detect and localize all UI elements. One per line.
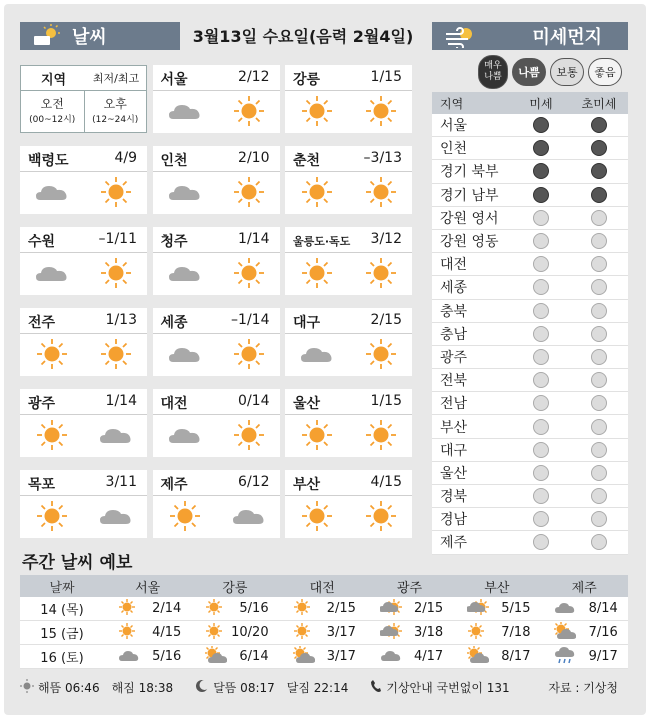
- city-card: [285, 146, 412, 214]
- pm10-level-dot: [533, 210, 549, 226]
- sun-icon: [363, 338, 399, 370]
- weekly-row: [20, 645, 628, 669]
- dust-row: [432, 207, 628, 230]
- cloud-icon: [167, 257, 203, 289]
- sunrise-icon: [20, 679, 34, 696]
- legend-am: 오전: [40, 97, 64, 111]
- pm10-level-dot: [533, 256, 549, 272]
- sun-cloud-icon: [554, 622, 576, 644]
- sun-icon: [205, 598, 227, 620]
- cloud-icon: [380, 646, 402, 668]
- weekly-city-header: 부산: [484, 580, 510, 596]
- legend-good: 좋음: [588, 58, 622, 86]
- weekly-row: [20, 597, 628, 621]
- sun-icon: [363, 500, 399, 532]
- weekly-temp: 5/16: [152, 649, 182, 664]
- city-temp: –3/13: [363, 150, 402, 166]
- city-card: [285, 389, 412, 457]
- city-name: 울산: [293, 396, 321, 412]
- pm25-level-dot: [591, 303, 607, 319]
- pm25-level-dot: [591, 419, 607, 435]
- city-name: 제주: [160, 477, 188, 493]
- cloud-icon: [554, 598, 576, 620]
- weekly-city-header: 서울: [135, 580, 161, 596]
- pm25-level-dot: [591, 210, 607, 226]
- dust-region: 충북: [440, 303, 468, 320]
- weekly-temp: 3/17: [326, 625, 356, 640]
- pm10-level-dot: [533, 372, 549, 388]
- dust-head-pm10: 미세: [529, 96, 553, 111]
- dust-row: [432, 346, 628, 369]
- sun-icon: [98, 176, 134, 208]
- sun-icon: [118, 598, 140, 620]
- legend-bad: 나쁨: [512, 58, 546, 86]
- weekly-temp: 2/15: [326, 601, 356, 616]
- pm25-level-dot: [591, 117, 607, 133]
- dust-legend: [478, 58, 622, 89]
- dust-region: 전남: [440, 396, 468, 413]
- dust-region: 충남: [440, 326, 468, 343]
- legend-region: 지역: [40, 72, 67, 88]
- pm25-level-dot: [591, 395, 607, 411]
- dust-region: 강원 영서: [440, 210, 499, 227]
- sun-icon: [299, 257, 335, 289]
- dust-region: 경북: [440, 489, 468, 506]
- dust-row: [432, 462, 628, 485]
- sun-icon: [34, 338, 70, 370]
- weather-legend: [20, 65, 147, 133]
- city-card: [285, 227, 412, 295]
- city-temp: 2/12: [238, 69, 270, 85]
- city-temp: 3/12: [370, 231, 402, 247]
- sunset-time: 해짐 18:38: [111, 680, 174, 695]
- pm10-level-dot: [533, 163, 549, 179]
- sun-icon: [299, 176, 335, 208]
- sun-icon: [293, 622, 315, 644]
- phone-info: 기상안내 국번없이 131: [386, 680, 510, 695]
- city-card: [285, 308, 412, 376]
- city-temp: 1/15: [370, 393, 402, 409]
- city-name: 서울: [160, 72, 188, 88]
- dust-row: [432, 392, 628, 415]
- dust-row: [432, 114, 628, 137]
- weekly-temp: 4/15: [152, 625, 182, 640]
- pm25-level-dot: [591, 372, 607, 388]
- dust-row: [432, 230, 628, 253]
- dust-row: [432, 160, 628, 183]
- weekly-temp: 5/16: [239, 601, 269, 616]
- dust-row: [432, 276, 628, 299]
- dust-head-region: 지역: [440, 96, 464, 111]
- date-line: 3월13일 수요일(음력 2월4일): [192, 27, 414, 46]
- cloud-icon: [167, 95, 203, 127]
- dust-region: 울산: [440, 465, 468, 482]
- city-temp: 3/11: [105, 474, 137, 490]
- pm10-level-dot: [533, 442, 549, 458]
- wind-haze-icon: [444, 24, 478, 53]
- pm25-level-dot: [591, 233, 607, 249]
- dust-row: [432, 184, 628, 207]
- dust-region: 광주: [440, 349, 468, 366]
- weekly-temp: 9/17: [588, 649, 618, 664]
- pm25-level-dot: [591, 488, 607, 504]
- dust-region: 제주: [440, 535, 468, 552]
- rain-icon: [554, 646, 576, 668]
- city-temp: 4/9: [114, 150, 137, 166]
- city-card: [153, 146, 280, 214]
- dust-row: [432, 253, 628, 276]
- weekly-city-header: 광주: [396, 580, 423, 596]
- pm10-level-dot: [533, 140, 549, 156]
- city-name: 수원: [28, 234, 56, 250]
- dust-title: 미세먼지: [532, 27, 602, 48]
- dust-region: 세종: [440, 280, 468, 297]
- sun-icon: [363, 95, 399, 127]
- dust-row: [432, 369, 628, 392]
- weekly-temp: 3/18: [413, 625, 444, 640]
- dust-row: [432, 323, 628, 346]
- pm25-level-dot: [591, 511, 607, 527]
- weekly-row: [20, 621, 628, 645]
- pm10-level-dot: [533, 488, 549, 504]
- pm25-level-dot: [591, 163, 607, 179]
- pm10-level-dot: [533, 419, 549, 435]
- cloud-sun-icon: [380, 598, 402, 620]
- city-name: 강릉: [293, 72, 321, 88]
- cloud-icon: [118, 646, 140, 668]
- dust-row: [432, 137, 628, 160]
- weekly-header: [20, 575, 628, 597]
- pm25-level-dot: [591, 442, 607, 458]
- city-temp: –1/11: [98, 231, 137, 247]
- city-card: [285, 65, 412, 133]
- city-card: [153, 65, 280, 133]
- cloud-icon: [299, 338, 335, 370]
- city-card: [20, 470, 147, 538]
- pm10-level-dot: [533, 117, 549, 133]
- city-name: 세종: [160, 315, 188, 331]
- sun-icon: [293, 598, 315, 620]
- dust-region: 전북: [440, 373, 468, 390]
- city-name: 대구: [293, 315, 321, 331]
- dust-row: [432, 508, 628, 531]
- cloud-icon: [167, 176, 203, 208]
- weekly-temp: 8/17: [501, 649, 531, 664]
- weekly-temp: 7/16: [588, 625, 618, 640]
- sun-icon: [363, 176, 399, 208]
- city-name: 춘천: [293, 153, 321, 169]
- city-name: 인천: [160, 153, 188, 169]
- dust-region: 서울: [440, 118, 468, 135]
- city-temp: 2/10: [238, 150, 270, 166]
- pm10-level-dot: [533, 233, 549, 249]
- sun-icon: [167, 500, 203, 532]
- footer: [20, 676, 630, 698]
- sun-icon: [467, 622, 489, 644]
- weekly-date: 14 (목): [40, 603, 84, 618]
- sun-icon: [98, 338, 134, 370]
- dust-region: 경남: [440, 512, 468, 529]
- cloud-sun-icon: [467, 598, 489, 620]
- weekly-city-header: 대전: [309, 580, 335, 596]
- weather-title-bar: [20, 22, 180, 50]
- sun-icon: [231, 176, 267, 208]
- sun-cloud-icon: [32, 24, 62, 53]
- legend-normal: 보통: [550, 58, 584, 86]
- legend-pm-range: (12~24시): [92, 115, 139, 125]
- sun-icon: [299, 500, 335, 532]
- moonset-time: 달짐 22:14: [286, 680, 349, 695]
- cloud-icon: [167, 338, 203, 370]
- legend-very-bad: 매우 나쁨: [478, 55, 508, 89]
- city-card: [153, 227, 280, 295]
- sun-icon: [118, 622, 140, 644]
- moon-icon: [195, 679, 209, 696]
- city-temp: 1/15: [370, 69, 402, 85]
- dust-region: 경기 북부: [440, 164, 499, 181]
- pm25-level-dot: [591, 140, 607, 156]
- city-card: [285, 470, 412, 538]
- sun-icon: [98, 257, 134, 289]
- pm25-level-dot: [591, 256, 607, 272]
- city-name: 목포: [28, 477, 56, 493]
- dust-region: 부산: [440, 419, 468, 436]
- sun-icon: [299, 95, 335, 127]
- data-source: 자료 : 기상청: [548, 680, 618, 695]
- legend-minmax: 최저/최고: [92, 72, 140, 85]
- pm25-level-dot: [591, 349, 607, 365]
- sun-cloud-icon: [467, 646, 489, 668]
- city-card: [153, 389, 280, 457]
- cloud-icon: [167, 419, 203, 451]
- moonrise-time: 달뜸 08:17: [213, 680, 275, 695]
- dust-table: [432, 92, 628, 555]
- pm10-level-dot: [533, 303, 549, 319]
- sun-icon: [231, 95, 267, 127]
- weekly-temp: 5/15: [501, 601, 531, 616]
- dust-region: 강원 영동: [440, 234, 499, 251]
- pm10-level-dot: [533, 534, 549, 550]
- sun-icon: [231, 257, 267, 289]
- weekly-temp: 6/14: [239, 649, 269, 664]
- city-card: [153, 308, 280, 376]
- pm25-level-dot: [591, 187, 607, 203]
- sun-icon: [231, 338, 267, 370]
- sun-icon: [231, 419, 267, 451]
- cloud-icon: [231, 500, 267, 532]
- weather-title: 날씨: [72, 27, 107, 48]
- pm10-level-dot: [533, 279, 549, 295]
- phone-icon: [370, 679, 382, 696]
- dust-table-header: [432, 92, 628, 114]
- sun-icon: [34, 500, 70, 532]
- city-temp: –1/14: [231, 312, 270, 328]
- city-temp: 0/14: [238, 393, 270, 409]
- city-card: [153, 470, 280, 538]
- cloud-sun-icon: [380, 622, 402, 644]
- legend-am-range: (00~12시): [29, 115, 76, 125]
- city-name: 울릉도·독도: [293, 235, 351, 248]
- weekly-temp: 8/14: [588, 601, 618, 616]
- cloud-icon: [98, 500, 134, 532]
- sun-cloud-icon: [205, 646, 227, 668]
- city-temp: 6/12: [238, 474, 270, 490]
- pm25-level-dot: [591, 534, 607, 550]
- city-card: [20, 389, 147, 457]
- city-name: 청주: [160, 234, 188, 250]
- dust-row: [432, 439, 628, 462]
- pm25-level-dot: [591, 326, 607, 342]
- dust-head-pm25: 초미세: [581, 96, 617, 111]
- dust-region: 경기 남부: [440, 187, 499, 204]
- pm10-level-dot: [533, 395, 549, 411]
- city-name: 전주: [28, 315, 56, 331]
- legend-pm: 오후: [103, 97, 127, 111]
- city-name: 대전: [160, 396, 188, 412]
- pm10-level-dot: [533, 511, 549, 527]
- sun-icon: [205, 622, 227, 644]
- dust-row: [432, 300, 628, 323]
- weekly-forecast-table: [20, 575, 628, 669]
- city-card: [20, 227, 147, 295]
- weekly-temp: 2/14: [152, 601, 182, 616]
- cloud-icon: [34, 257, 70, 289]
- weekly-date: 15 (금): [40, 627, 84, 642]
- city-name: 광주: [28, 396, 56, 412]
- sun-icon: [363, 257, 399, 289]
- dust-row: [432, 415, 628, 438]
- dust-region: 대구: [440, 442, 468, 459]
- sunrise-time: 해뜸 06:46: [38, 680, 100, 695]
- pm25-level-dot: [591, 465, 607, 481]
- cloud-icon: [98, 419, 134, 451]
- city-temp: 4/15: [370, 474, 402, 490]
- dust-title-bar: [432, 22, 628, 50]
- pm25-level-dot: [591, 279, 607, 295]
- dust-row: [432, 485, 628, 508]
- weekly-title: 주간 날씨 예보: [22, 553, 133, 573]
- cloud-icon: [34, 176, 70, 208]
- dust-row: [432, 531, 628, 554]
- pm10-level-dot: [533, 349, 549, 365]
- weekly-date-header: 날짜: [49, 580, 75, 596]
- dust-region: 인천: [440, 141, 468, 158]
- weekly-temp: 3/17: [326, 649, 356, 664]
- sun-icon: [363, 419, 399, 451]
- sun-icon: [34, 419, 70, 451]
- dust-region: 대전: [440, 257, 468, 274]
- city-card: [20, 146, 147, 214]
- pm10-level-dot: [533, 465, 549, 481]
- city-temp: 2/15: [370, 312, 402, 328]
- sun-cloud-icon: [293, 646, 315, 668]
- city-name: 부산: [293, 477, 321, 493]
- weekly-temp: 7/18: [501, 625, 531, 640]
- pm10-level-dot: [533, 187, 549, 203]
- city-name: 백령도: [28, 153, 69, 169]
- weekly-city-header: 제주: [571, 580, 597, 596]
- pm10-level-dot: [533, 326, 549, 342]
- weekly-city-header: 강릉: [222, 580, 248, 596]
- weekly-temp: 2/15: [413, 601, 444, 616]
- sun-icon: [299, 419, 335, 451]
- weekly-date: 16 (토): [40, 651, 84, 666]
- weekly-temp: 10/20: [231, 625, 269, 640]
- city-temp: 1/14: [105, 393, 137, 409]
- weekly-temp: 4/17: [413, 649, 444, 664]
- city-temp: 1/13: [105, 312, 137, 328]
- city-temp: 1/14: [238, 231, 270, 247]
- city-card: [20, 308, 147, 376]
